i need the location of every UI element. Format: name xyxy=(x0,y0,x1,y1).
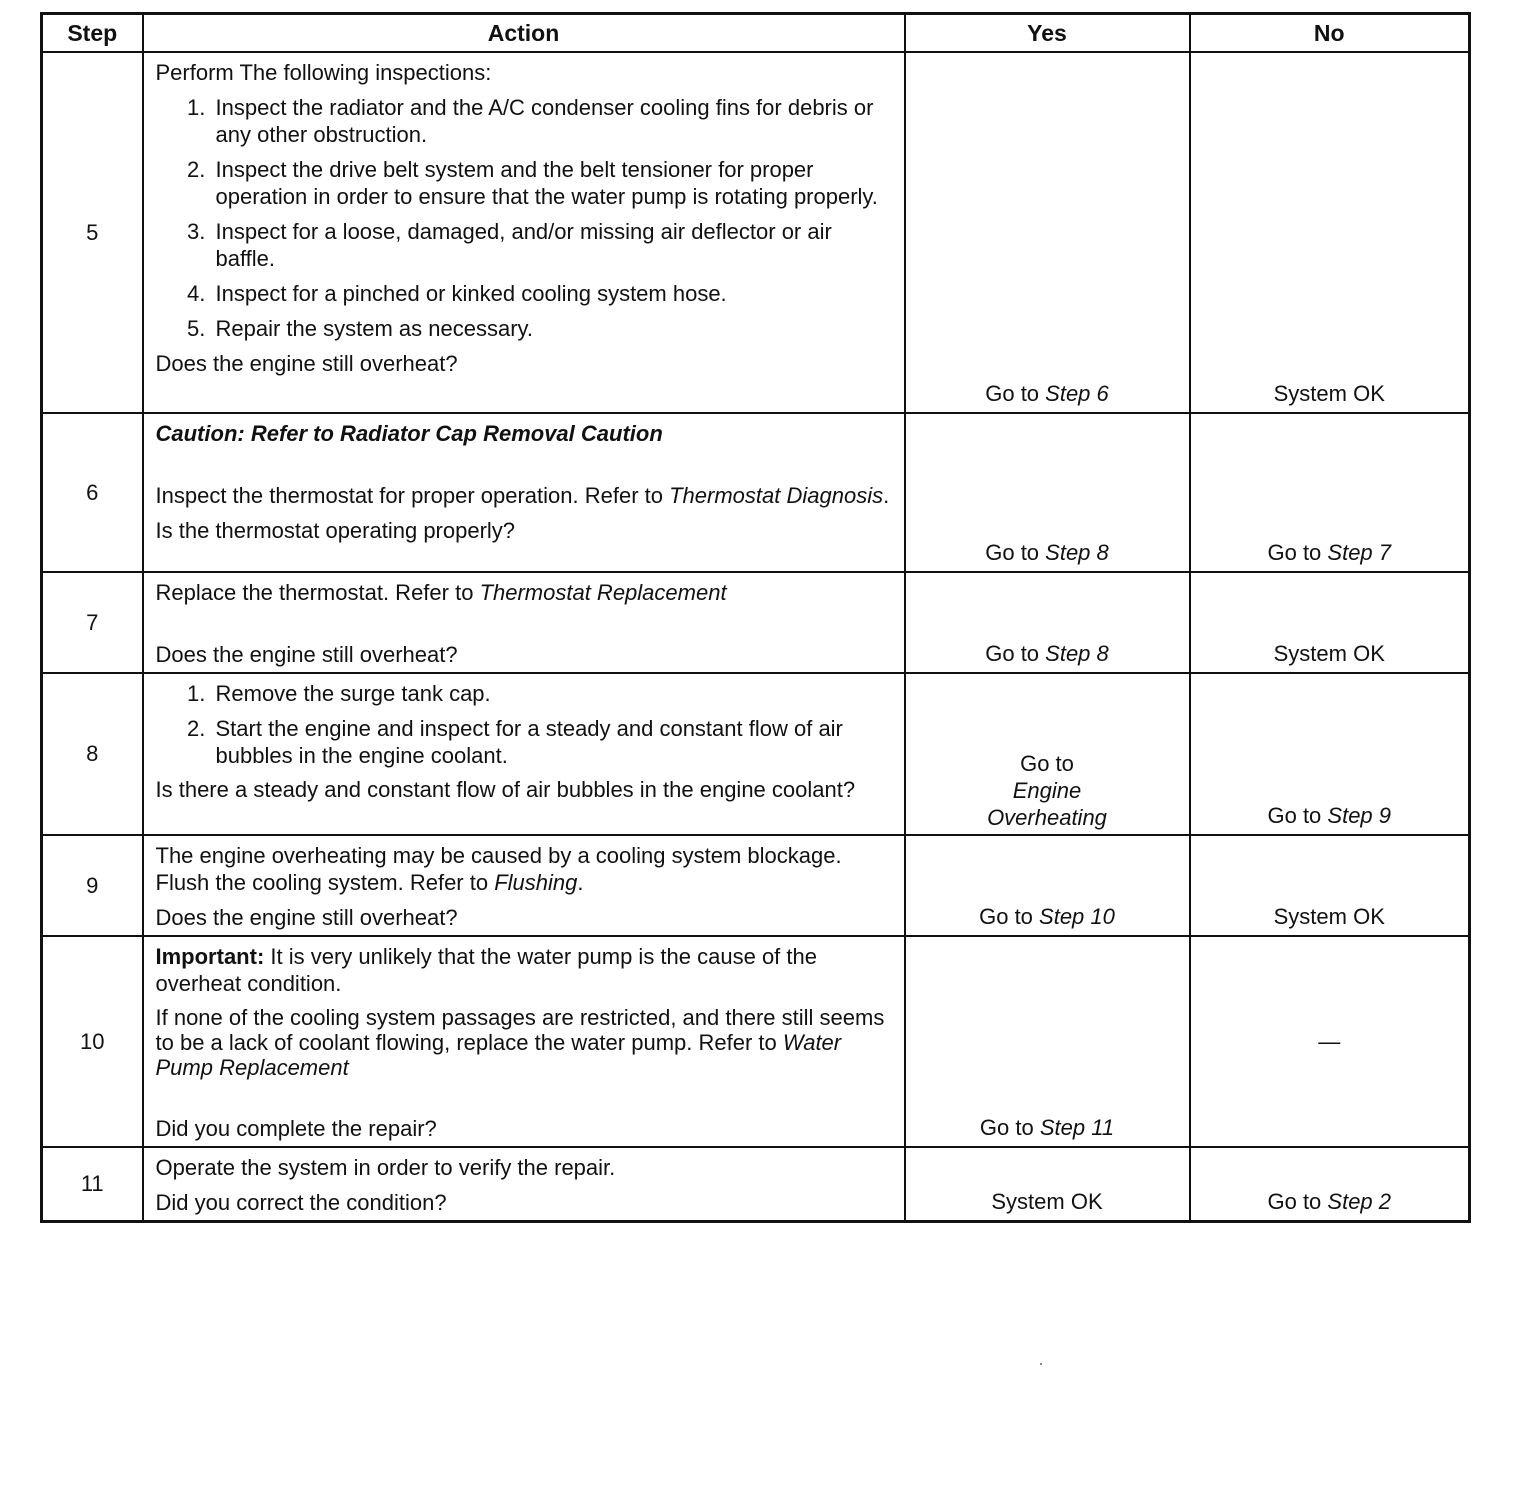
scan-speck xyxy=(1040,1363,1042,1365)
table-row xyxy=(42,1147,1470,1222)
action-text-main: Replace the thermostat. Refer to xyxy=(155,580,480,605)
action-text xyxy=(156,579,892,606)
important-label: Important: xyxy=(155,944,265,969)
yes-cell xyxy=(905,835,1190,936)
yes-cell xyxy=(905,673,1190,835)
action-question: Does the engine still overheat? xyxy=(155,642,458,667)
header-no: No xyxy=(1190,14,1470,53)
step-number: 8 xyxy=(42,673,143,835)
no-cell xyxy=(1190,413,1470,572)
reference-link: Thermostat Replacement xyxy=(479,580,727,605)
inspection-list xyxy=(156,94,892,342)
reference-link: Thermostat Diagnosis xyxy=(669,483,884,508)
no-cell: System OK xyxy=(1190,52,1470,413)
yes-link: Step 10 xyxy=(1039,904,1115,929)
list-item: 4. Inspect for a pinched or kinked cooling system hose. xyxy=(212,280,892,307)
yes-prefix: Go to xyxy=(979,1115,1040,1140)
action-cell xyxy=(143,835,905,936)
no-cell xyxy=(1190,673,1470,835)
no-prefix: Go to xyxy=(1267,540,1328,565)
action-text-main: If none of the cooling system passages are restricted, and there still seems to be a lack of coolant flowing, replace the water pump. Refer to xyxy=(155,1005,885,1055)
yes-link: Step 6 xyxy=(1045,381,1109,406)
yes-cell xyxy=(905,413,1190,572)
action-question: Is the thermostat operating properly? xyxy=(155,518,516,543)
list-item: 2. Inspect the drive belt system and the belt tensioner for proper operation in order to ensure that the water pump is rotating properly. xyxy=(212,156,892,210)
action-cell xyxy=(143,52,905,413)
action-text-end: . xyxy=(577,870,584,895)
action-text xyxy=(156,482,892,509)
yes-link: Engine Overheating xyxy=(987,778,1107,830)
yes-cell xyxy=(905,572,1190,673)
step-number: 6 xyxy=(42,413,143,572)
important-note xyxy=(156,943,892,997)
action-question: Does the engine still overheat? xyxy=(155,351,458,376)
reference-link: Water Pump Replacement xyxy=(155,1030,842,1080)
action-question: Is there a steady and constant flow of air bubbles in the engine coolant? xyxy=(155,777,856,802)
reference-link: Flushing xyxy=(494,870,578,895)
header-action: Action xyxy=(143,14,905,53)
list-item: 3. Inspect for a loose, damaged, and/or missing air deflector or air baffle. xyxy=(212,218,892,272)
action-intro: Perform The following inspections: xyxy=(155,60,492,85)
table-row xyxy=(42,936,1470,1147)
action-cell xyxy=(143,572,905,673)
list-item: 1. Remove the surge tank cap. xyxy=(212,680,892,707)
no-link: Step 7 xyxy=(1327,540,1392,565)
yes-cell xyxy=(905,52,1190,413)
no-cell: — xyxy=(1190,936,1470,1147)
inspection-list xyxy=(156,680,892,769)
no-link: Step 9 xyxy=(1327,803,1392,828)
list-item: 1. Inspect the radiator and the A/C condenser cooling fins for debris or any other obstruction. xyxy=(212,94,892,148)
header-step: Step xyxy=(42,14,143,53)
caution-note: Caution: Refer to Radiator Cap Removal Caution xyxy=(155,421,663,446)
table-row xyxy=(42,572,1470,673)
list-item: 2. Start the engine and inspect for a steady and constant flow of air bubbles in the engine coolant. xyxy=(212,715,892,769)
no-prefix: Go to xyxy=(1267,803,1328,828)
yes-link: Step 8 xyxy=(1045,540,1109,565)
action-cell xyxy=(143,673,905,835)
header-row xyxy=(42,14,1470,53)
list-item: 5. Repair the system as necessary. xyxy=(212,315,892,342)
action-question: Did you complete the repair? xyxy=(155,1116,437,1141)
step-number: 10 xyxy=(42,936,143,1147)
action-question: Did you correct the condition? xyxy=(155,1190,447,1215)
no-cell: System OK xyxy=(1190,835,1470,936)
step-number: 11 xyxy=(42,1147,143,1222)
yes-prefix: Go to xyxy=(985,381,1046,406)
action-question: Does the engine still overheat? xyxy=(155,905,458,930)
table-row xyxy=(42,673,1470,835)
action-cell xyxy=(143,936,905,1147)
yes-prefix: Go to xyxy=(985,540,1046,565)
yes-link: Step 8 xyxy=(1045,641,1109,666)
table-row xyxy=(42,835,1470,936)
action-text xyxy=(156,842,892,896)
yes-prefix: Go to xyxy=(985,641,1046,666)
diagnostic-table xyxy=(40,12,1471,1223)
step-number: 5 xyxy=(42,52,143,413)
yes-cell xyxy=(905,936,1190,1147)
action-cell xyxy=(143,1147,905,1222)
action-text-main: Inspect the thermostat for proper operation. Refer to xyxy=(155,483,670,508)
table-row xyxy=(42,413,1470,572)
action-text: Operate the system in order to verify the repair. xyxy=(155,1155,616,1180)
action-text xyxy=(156,1005,892,1080)
yes-cell: System OK xyxy=(905,1147,1190,1222)
yes-link: Step 11 xyxy=(1039,1115,1115,1140)
header-yes: Yes xyxy=(905,14,1190,53)
action-cell xyxy=(143,413,905,572)
important-text: It is very unlikely that the water pump is the cause of the overheat condition. xyxy=(155,944,817,996)
action-text-main: The engine overheating may be caused by a cooling system blockage. Flush the cooling system. Refer to xyxy=(155,843,842,895)
action-text-end: . xyxy=(883,483,890,508)
step-number: 7 xyxy=(42,572,143,673)
table-row xyxy=(42,52,1470,413)
step-number: 9 xyxy=(42,835,143,936)
no-link: Step 2 xyxy=(1327,1189,1392,1214)
no-prefix: Go to xyxy=(1267,1189,1328,1214)
yes-prefix: Go to xyxy=(979,904,1040,929)
no-cell: System OK xyxy=(1190,572,1470,673)
yes-prefix: Go to xyxy=(1020,751,1074,776)
no-cell xyxy=(1190,1147,1470,1222)
